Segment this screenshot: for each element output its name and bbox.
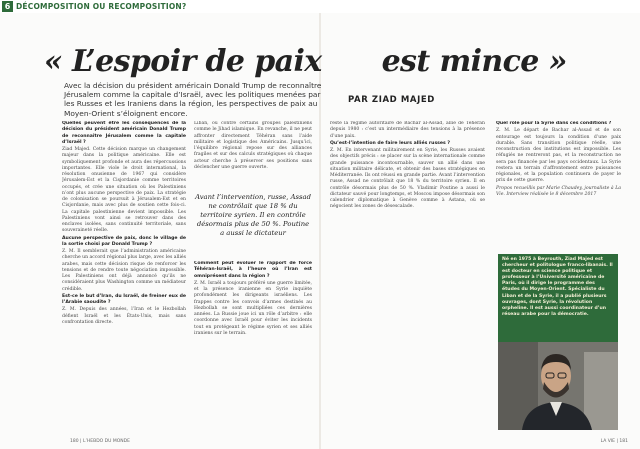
answer-6: Z. M. Le départ de Bachar al-Assad et de son entourage est toujours la condition d’une paix durable. Sans transition politique réelle, une reconstruction des institutions est impossible. Les réfugiés ne rentreront pas, et la reconstruction ne sera pas financée par les pays occidentaux. La Syrie restera un terrain d’affrontement entre puissances régionales, et la population continuera de payer le prix de cette guerre.: [496, 128, 621, 184]
footer-right: LA VIE | 181: [600, 439, 628, 444]
column-4: [496, 121, 621, 249]
answer-3: Z. M. Depuis des années, l’Iran et le Hezbollah défient Israël et les États-Unis, mais sans confrontation directe.: [62, 307, 186, 325]
column-2-top: [194, 121, 312, 189]
question-3: Est-ce le but d’Iran, du Israël, de freiner eux de l’Arabie saoudite ?: [62, 293, 186, 305]
answer-4: Z. M. Israël a toujours préféré une guerre limitée, et la présence iranienne en Syrie inquiète profondément les dirigeants israéliens. Les frappes contre les convois d’armes destinés au Hezbollah se sont multipliées ces dernières années. La Russie joue ici un rôle d’arbitre : elle coordonne avec Israël pour éviter les incidents tout en protégeant le régime syrien et ses alliés iraniens sur le terrain.: [194, 280, 312, 336]
interview-credit: Propos recueillis par Marie Chaudey, journaliste à La Vie. Interview réalisée le 8 décembre 2017: [496, 185, 621, 197]
article-byline: PAR ZIAD MAJED: [348, 95, 435, 105]
article-standfirst: Avec la décision du président américain Donald Trump de reconnaître Jérusalem comme la capitale d’Israël, avec les politiques menées par les Russes et les Iraniens dans la région, les perspectives de paix au Moyen-Orient s’éloignent encore.: [64, 81, 322, 118]
headline-part-2: est mince »: [381, 44, 567, 79]
author-bio: Né en 1975 à Beyrouth, Ziad Majed est chercheur et politologue franco-libanais. Il est docteur en science politique et professeur à l’Université américaine de Paris, où il dirige le programme des études du Moyen-Orient. Spécialiste du Liban et de la Syrie, il a publié plusieurs ouvrages, dont Syrie, la révolution orpheline. Il est aussi coordinateur d’un réseau arabe pour la démocratie.: [502, 257, 613, 317]
column-2-bottom: [194, 261, 312, 436]
question-1: Quelles peuvent être les conséquences de la décision du président américain Donald Trump de reconnaître Jérusalem comme la capitale d’Israël ?: [62, 121, 186, 145]
answer-2: Z. M. Il semblerait que l’administration américaine cherche un accord régional plus large, avec les alliés arabes, mais cette décision risque de renforcer les tensions et de rendre toute négociation impossible. Les Palestiniens ont déjà annoncé qu’ils ne considéraient plus Washington comme un médiateur crédible.: [62, 249, 186, 292]
section-title: DÉCOMPOSITION OU RECOMPOSITION?: [16, 2, 187, 11]
column-3-intro: reste la régime autoritaire de Bachar al-Assad, allié de Téhéran depuis 1980 : c’est un intermédiaire des tensions à la présence d’une paix.: [330, 121, 485, 139]
answer-1: Ziad Majed. Cette décision marque un changement majeur dans la politique américaine. Elle est symboliquement profonde et aura des répercussions importantes. Elle viole le droit international, la résolution onusienne de 1967 qui considère Jérusalem-Est et la Cisjordanie comme territoires occupés, et crée une situation où les Palestiniens n’ont plus aucune perspective de paix. La stratégie de colonisation se poursuit à Jérusalem-Est et en Cisjordanie, mais avec plus de soutien cette fois-ci. La capitale palestinienne devient impossible. Les Palestiniens vont ainsi se retrouver dans des enclaves isolées, sans continuité territoriale, sans souveraineté réelle.: [62, 147, 186, 234]
column-3: [330, 121, 485, 436]
article-headline: [44, 44, 604, 79]
author-photo: [498, 342, 618, 430]
headline-part-1: « L’espoir de paix: [44, 44, 322, 79]
page-header: [0, 0, 640, 13]
pull-quote: Avant l’intervention, russe, Assad ne contrôlait que 18 % du territoire syrien. Il en contrôle désormais plus de 50 %. Poutine a aussi le dictateur: [195, 193, 311, 237]
column-1: [62, 121, 186, 436]
footer-left: 180 | L’HEBDO DU MONDE: [70, 439, 130, 444]
page-number-tag: 6: [2, 1, 13, 12]
author-photo-illustration: [498, 342, 618, 430]
question-4: Comment peut évoluer le rapport de force Téhéran-Israël, à l’heure où l’Iran est omniprésent dans la région ?: [194, 261, 312, 279]
question-6: Quel rôle pour la Syrie dans ces conditions ?: [496, 121, 612, 126]
answer-5: Z. M. En intervenant militairement en Syrie, les Russes avaient des objectifs précis : se placer sur la scène internationale comme grande puissance incontournable, sauver un allié dans une situation militaire délicate, et obtenir des bases stratégiques en Méditerranée. Ils ont réussi en grande partie. Avant l’intervention russe, Assad ne contrôlait que 18 % du territoire syrien. Il en contrôle désormais plus de 50 %. Vladimir Poutine a aussi le dictateur sauvé pour longtemps, et Moscou impose désormais son calendrier diplomatique à Genève comme à Astana, où se négocient les zones de désescalade.: [330, 148, 485, 210]
question-2: Aucune perspective de paix, donc le village de la sortie choisi par Donald Trump ?: [62, 235, 186, 247]
question-5: Qu’est-l’intention de faire leurs alliés russes ?: [330, 140, 451, 146]
column-2-intro: Liban, ou contre certains groupes palestiniens comme le Jihad islamique. En revanche, il ne peut affronter directement Téhéran sans l’aide militaire et logistique des Américains. Jusqu’ici, l’équilibre régional repose sur des alliances fragiles et sur des calculs stratégiques où chaque acteur cherche à préserver ses positions sans déclencher une guerre ouverte.: [194, 121, 312, 170]
